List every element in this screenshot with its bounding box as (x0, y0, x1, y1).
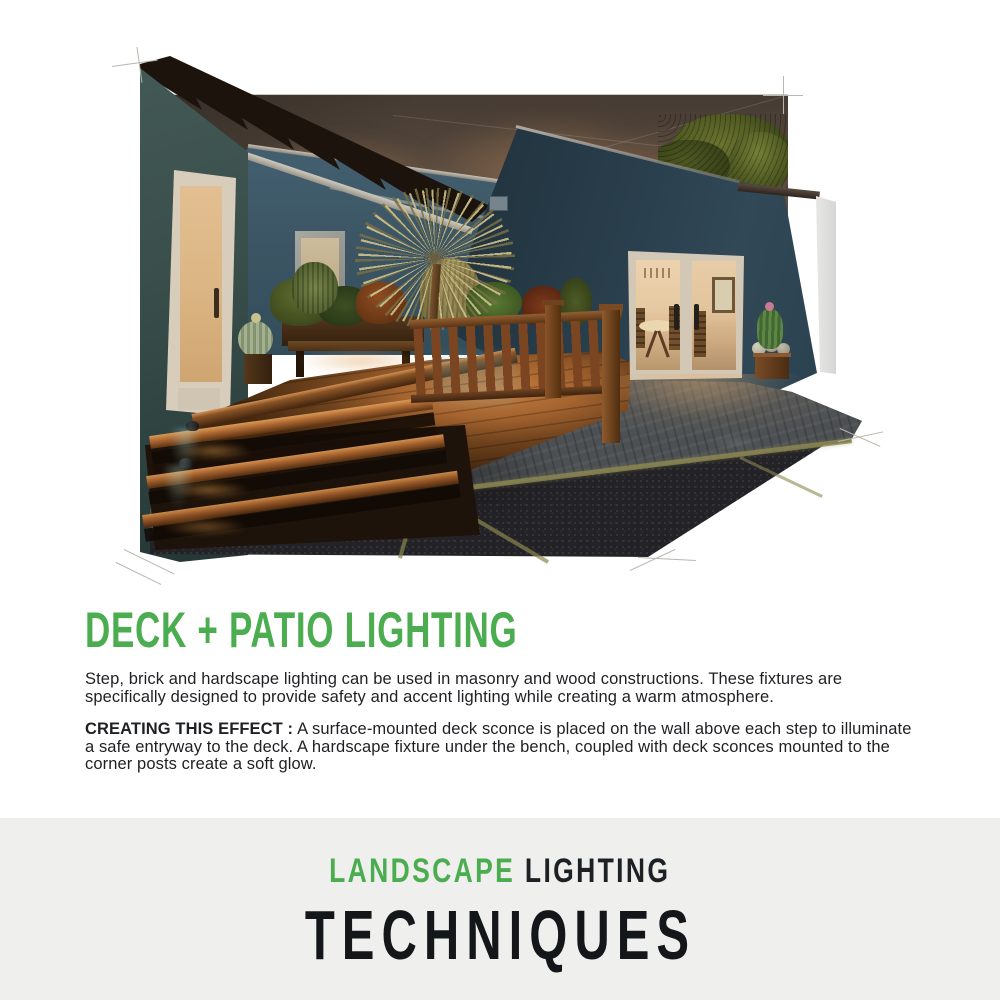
ball-cactus (238, 321, 273, 357)
brand-title (0, 895, 1000, 975)
sconce-warm-pool (164, 519, 246, 535)
footer-band (0, 818, 1000, 1000)
door-handle (674, 304, 679, 330)
railing-corner-post (602, 310, 620, 443)
brand-lighting: LIGHTING (525, 852, 671, 890)
brand-line (0, 852, 1000, 891)
cactus-planter-box (755, 357, 789, 379)
candelabra-icon (644, 268, 670, 278)
effect-text: A surface-mounted deck sconce is placed on the wall above each step to illuminate a safe entryway to the deck. A hardscape fixture under the bench, coupled with deck sconces mounted to the corner posts create a soft glow. (85, 720, 912, 773)
sconce-warm-pool (178, 443, 250, 459)
railing-post (545, 305, 561, 398)
french-doors (628, 246, 744, 380)
ball-cactus-bud (251, 313, 261, 323)
section-heading (85, 604, 918, 656)
cactus-bloom (765, 302, 774, 311)
entry-door-kickpanel (178, 388, 220, 410)
table-leg (645, 330, 657, 357)
section-heading-text: DECK + PATIO LIGHTING (85, 602, 518, 658)
effect-label: CREATING THIS EFFECT : (85, 720, 294, 738)
crop-mark (638, 557, 696, 561)
brand-line-text (329, 852, 670, 891)
tall-cactus (757, 309, 783, 349)
crop-mark (116, 562, 161, 585)
brand-title-text: TECHNIQUES (304, 896, 696, 974)
text-section (85, 604, 918, 774)
effect-paragraph (85, 721, 918, 774)
side-panel (814, 194, 836, 374)
intro-paragraph: Step, brick and hardscape lighting can be used in masonry and wood constructions. These fixtures are specifically designed to provide safety and accent lighting while creating a warm atmosphere. (85, 670, 843, 706)
door-handle (694, 304, 699, 330)
entry-door-pane (180, 186, 222, 382)
brand-landscape: LANDSCAPE (329, 852, 516, 890)
entry-door-handle (214, 288, 219, 318)
picture-frame (712, 277, 735, 313)
crop-mark (783, 76, 784, 114)
deck-railing (405, 300, 637, 452)
sconce-warm-pool (170, 482, 248, 498)
table-leg (657, 330, 669, 357)
cactus-pot (244, 354, 272, 384)
